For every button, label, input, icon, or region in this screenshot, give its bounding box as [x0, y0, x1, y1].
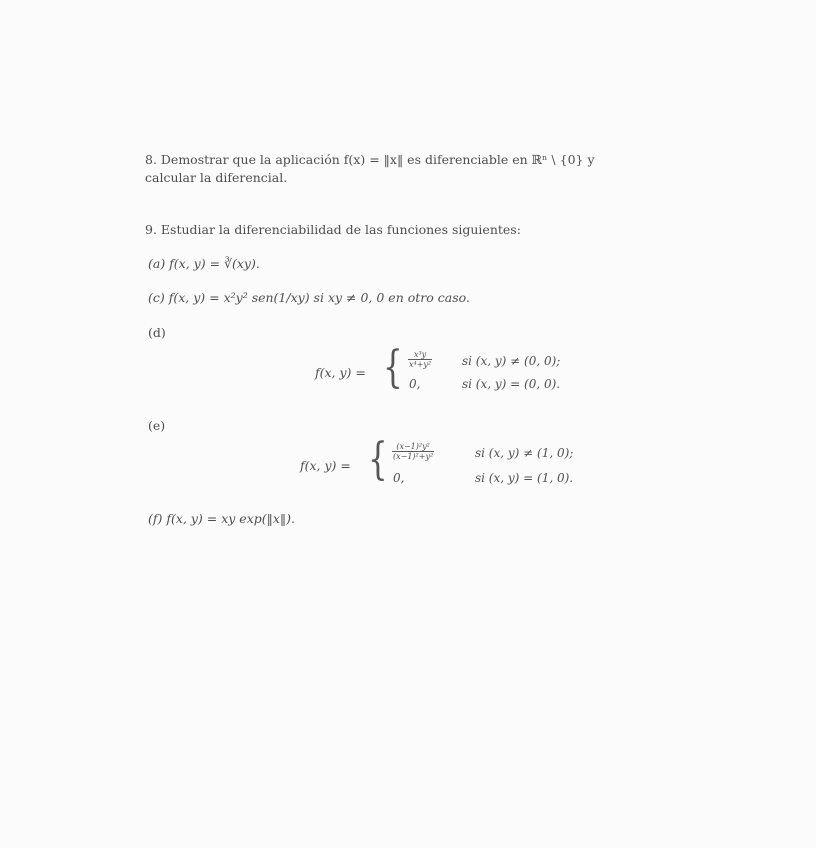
exercise-8-line-1: 8. Demostrar que la aplicación f(x) = ‖x‖ es diferenciable en ℝⁿ \ {0} y [145, 152, 595, 167]
exercise-9d-case-2-value: 0, [409, 377, 421, 391]
exercise-9d-case-1-condition: si (x, y) ≠ (0, 0); [462, 354, 561, 368]
exercise-9d-label: (d) [148, 325, 166, 340]
exercise-9d-case-2-condition: si (x, y) = (0, 0). [462, 377, 561, 391]
exercise-9e-case-1 [390, 442, 436, 461]
exercise-9e-label: (e) [148, 418, 166, 433]
exercise-9-title: 9. Estudiar la diferenciabilidad de las funciones siguientes: [145, 222, 521, 237]
exercise-9e-case-2-condition: si (x, y) = (1, 0). [475, 471, 574, 485]
fraction-denominator: x⁴+y² [409, 360, 432, 369]
exercise-9d-fraction [408, 350, 432, 369]
exercise-9c: (c) f(x, y) = x²y² sen(1/xy) si xy ≠ 0, 0 en otro caso. [148, 290, 470, 305]
fraction-numerator: (x−1)²y² [392, 442, 434, 452]
exercise-9d-case-1 [406, 350, 434, 369]
fraction-numerator: x³y [408, 350, 432, 360]
exercise-9d-lhs: f(x, y) = [315, 365, 366, 380]
exercise-9e-fraction [392, 442, 434, 461]
exercise-8-line-2: calcular la diferencial. [145, 170, 288, 185]
exercise-9f: (f) f(x, y) = xy exp(‖x‖). [148, 511, 296, 526]
exercise-9a: (a) f(x, y) = ∛(xy). [148, 256, 260, 271]
fraction-denominator: (x−1)²+y² [393, 452, 434, 461]
left-brace-icon: { [368, 434, 388, 485]
exercise-9e-lhs: f(x, y) = [300, 458, 351, 473]
exercise-9e-case-1-condition: si (x, y) ≠ (1, 0); [475, 446, 574, 460]
exercise-9e-case-2-value: 0, [393, 471, 405, 485]
left-brace-icon: { [383, 342, 403, 393]
